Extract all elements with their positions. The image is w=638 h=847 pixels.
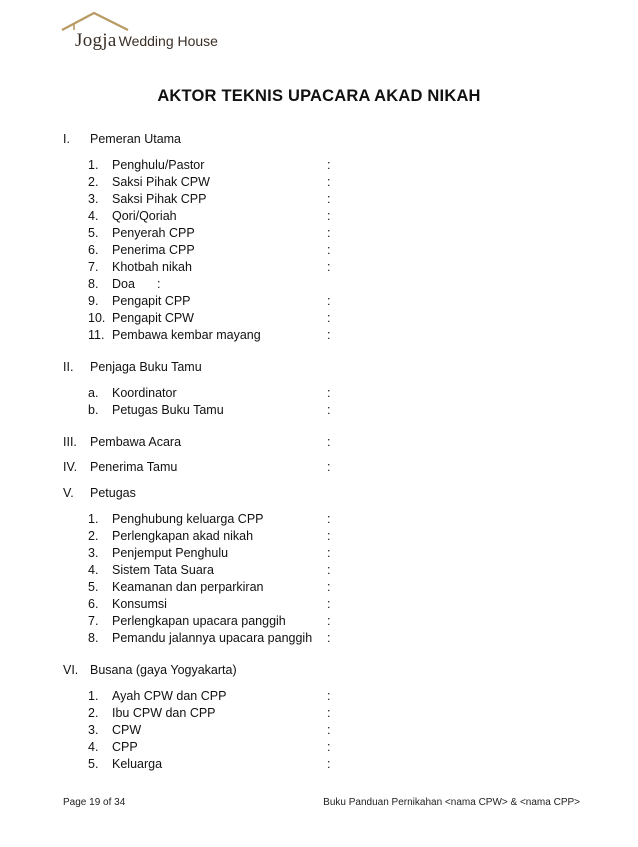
item-number: 11.: [88, 328, 105, 342]
item-number: 1.: [88, 512, 99, 526]
item-number: 6.: [88, 597, 99, 611]
item-colon: :: [327, 226, 331, 240]
item-colon: :: [327, 158, 331, 172]
footer-book-title: Buku Panduan Pernikahan <nama CPW> & <nama CPP>: [323, 797, 580, 808]
item-colon: :: [327, 311, 331, 325]
section-number: II.: [63, 360, 74, 374]
item-colon: :: [327, 563, 331, 577]
section-number: I.: [63, 132, 70, 146]
section-colon: :: [327, 435, 331, 449]
section-label: Petugas: [90, 486, 136, 500]
item-number: 5.: [88, 580, 99, 594]
item-colon: :: [327, 328, 331, 342]
item-colon: :: [327, 580, 331, 594]
item-label: Penghulu/Pastor: [112, 158, 205, 172]
item-label: [112, 276, 160, 293]
item-number: 6.: [88, 243, 99, 257]
item-colon: :: [327, 209, 331, 223]
item-label: Pengapit CPW: [112, 311, 194, 325]
section-label: Penjaga Buku Tamu: [90, 360, 202, 374]
item-number: 5.: [88, 757, 99, 771]
item-label: Saksi Pihak CPW: [112, 175, 210, 189]
item-label: CPW: [112, 723, 142, 737]
item-label: Ayah CPW dan CPP: [112, 689, 227, 703]
item-number: 7.: [88, 614, 99, 628]
item-label: Penghubung keluarga CPP: [112, 512, 264, 526]
item-label-text: Doa: [112, 277, 135, 291]
item-number: 4.: [88, 740, 99, 754]
section-label: Pemeran Utama: [90, 132, 182, 146]
brand-logo: [60, 10, 240, 51]
item-label: Sistem Tata Suara: [112, 563, 214, 577]
item-colon: :: [327, 260, 331, 274]
item-colon: :: [327, 294, 331, 308]
item-number: 4.: [88, 563, 99, 577]
item-colon: :: [327, 546, 331, 560]
item-number: 8.: [88, 631, 99, 645]
item-label: CPP: [112, 740, 138, 754]
footer-page-number: Page 19 of 34: [63, 797, 126, 808]
item-number: 10.: [88, 311, 106, 325]
item-number: 1.: [88, 689, 99, 703]
item-colon: :: [327, 243, 331, 257]
item-colon: :: [327, 597, 331, 611]
item-colon: :: [327, 631, 331, 645]
section-label: Busana (gaya Yogyakarta): [90, 663, 237, 677]
page-title: AKTOR TEKNIS UPACARA AKAD NIKAH: [157, 87, 481, 105]
item-number: 3.: [88, 723, 99, 737]
item-colon: :: [327, 192, 331, 206]
item-label: Perlengkapan upacara panggih: [112, 614, 286, 628]
item-number: 9.: [88, 294, 99, 308]
section-number: III.: [63, 435, 77, 449]
section-colon: :: [327, 460, 331, 474]
item-number: 2.: [88, 175, 99, 189]
item-number: b.: [88, 403, 99, 417]
item-label: Pembawa kembar mayang: [112, 328, 261, 342]
item-label: Saksi Pihak CPP: [112, 192, 207, 206]
item-colon: :: [327, 723, 331, 737]
item-colon: :: [327, 512, 331, 526]
item-label: Konsumsi: [112, 597, 167, 611]
item-colon: :: [327, 386, 331, 400]
item-colon: :: [327, 614, 331, 628]
item-colon: :: [327, 175, 331, 189]
section-number: VI.: [63, 663, 79, 677]
section-label: Pembawa Acara: [90, 435, 182, 449]
item-number: 3.: [88, 546, 99, 560]
item-label: Khotbah nikah: [112, 260, 192, 274]
item-number: 5.: [88, 226, 99, 240]
item-colon: :: [327, 757, 331, 771]
item-number: 2.: [88, 706, 99, 720]
item-label: Keluarga: [112, 757, 163, 771]
item-number: 4.: [88, 209, 99, 223]
item-label: Pengapit CPP: [112, 294, 191, 308]
item-number: 2.: [88, 529, 99, 543]
item-colon: :: [327, 689, 331, 703]
item-number: a.: [88, 386, 99, 400]
item-label: Koordinator: [112, 386, 177, 400]
item-label: Petugas Buku Tamu: [112, 403, 224, 417]
item-colon: :: [156, 277, 161, 291]
item-label: Qori/Qoriah: [112, 209, 177, 223]
item-label: Penjemput Penghulu: [112, 546, 229, 560]
item-colon: :: [327, 403, 331, 417]
item-number: 8.: [88, 277, 99, 291]
item-colon: :: [327, 740, 331, 754]
section-label: Penerima Tamu: [90, 460, 178, 474]
house-roof-icon: [60, 10, 130, 32]
item-label: Perlengkapan akad nikah: [112, 529, 254, 543]
section-number: V.: [63, 486, 74, 500]
section-number: IV.: [63, 460, 78, 474]
logo-word-wedding-house: Wedding House: [118, 33, 218, 49]
item-number: 7.: [88, 260, 99, 274]
item-colon: :: [327, 529, 331, 543]
item-number: 3.: [88, 192, 99, 206]
logo-word-jogja: Jogja: [75, 30, 117, 51]
item-label: Ibu CPW dan CPP: [112, 706, 216, 720]
item-label: Pemandu jalannya upacara panggih: [112, 631, 313, 645]
item-label: Penerima CPP: [112, 243, 195, 257]
item-label: Penyerah CPP: [112, 226, 195, 240]
item-label: Keamanan dan perparkiran: [112, 580, 264, 594]
item-colon: :: [327, 706, 331, 720]
item-number: 1.: [88, 158, 99, 172]
